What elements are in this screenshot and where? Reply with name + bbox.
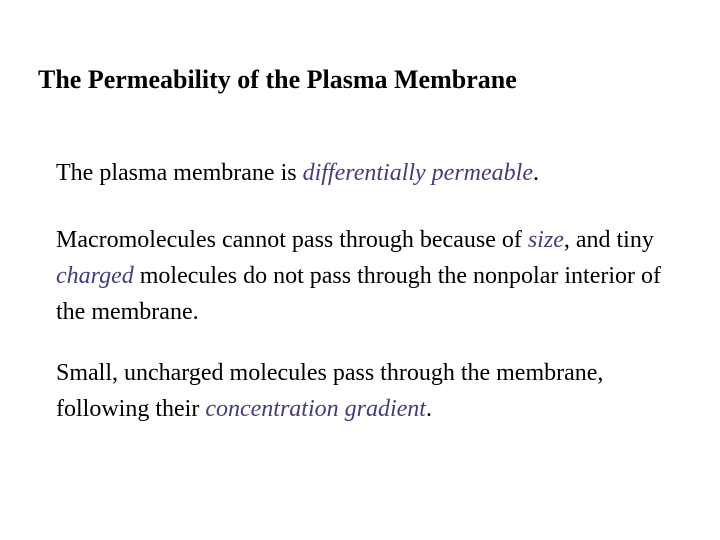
paragraph-text: molecules do not pass through the nonpolar interior of the membrane.	[56, 263, 661, 325]
paragraph-text: .	[532, 160, 539, 186]
emphasis-size: size	[527, 227, 564, 253]
paragraph-permeability	[56, 155, 696, 191]
paragraph-text: , and tiny	[563, 227, 654, 253]
paragraph-small-molecules	[56, 355, 696, 427]
slide-title: The Permeability of the Plasma Membrane	[38, 65, 517, 94]
paragraph-macromolecules	[56, 222, 696, 330]
paragraph-text: .	[425, 396, 432, 422]
emphasis-concentration-gradient: concentration gradient	[205, 396, 426, 422]
paragraph-text: Small, uncharged molecules pass through the membrane, following their	[56, 360, 604, 422]
paragraph-text: The plasma membrane is	[56, 160, 303, 186]
emphasis-charged: charged	[56, 263, 134, 289]
paragraph-text: Macromolecules cannot pass through because of	[56, 227, 528, 253]
emphasis-differentially-permeable: differentially permeable	[302, 160, 533, 186]
